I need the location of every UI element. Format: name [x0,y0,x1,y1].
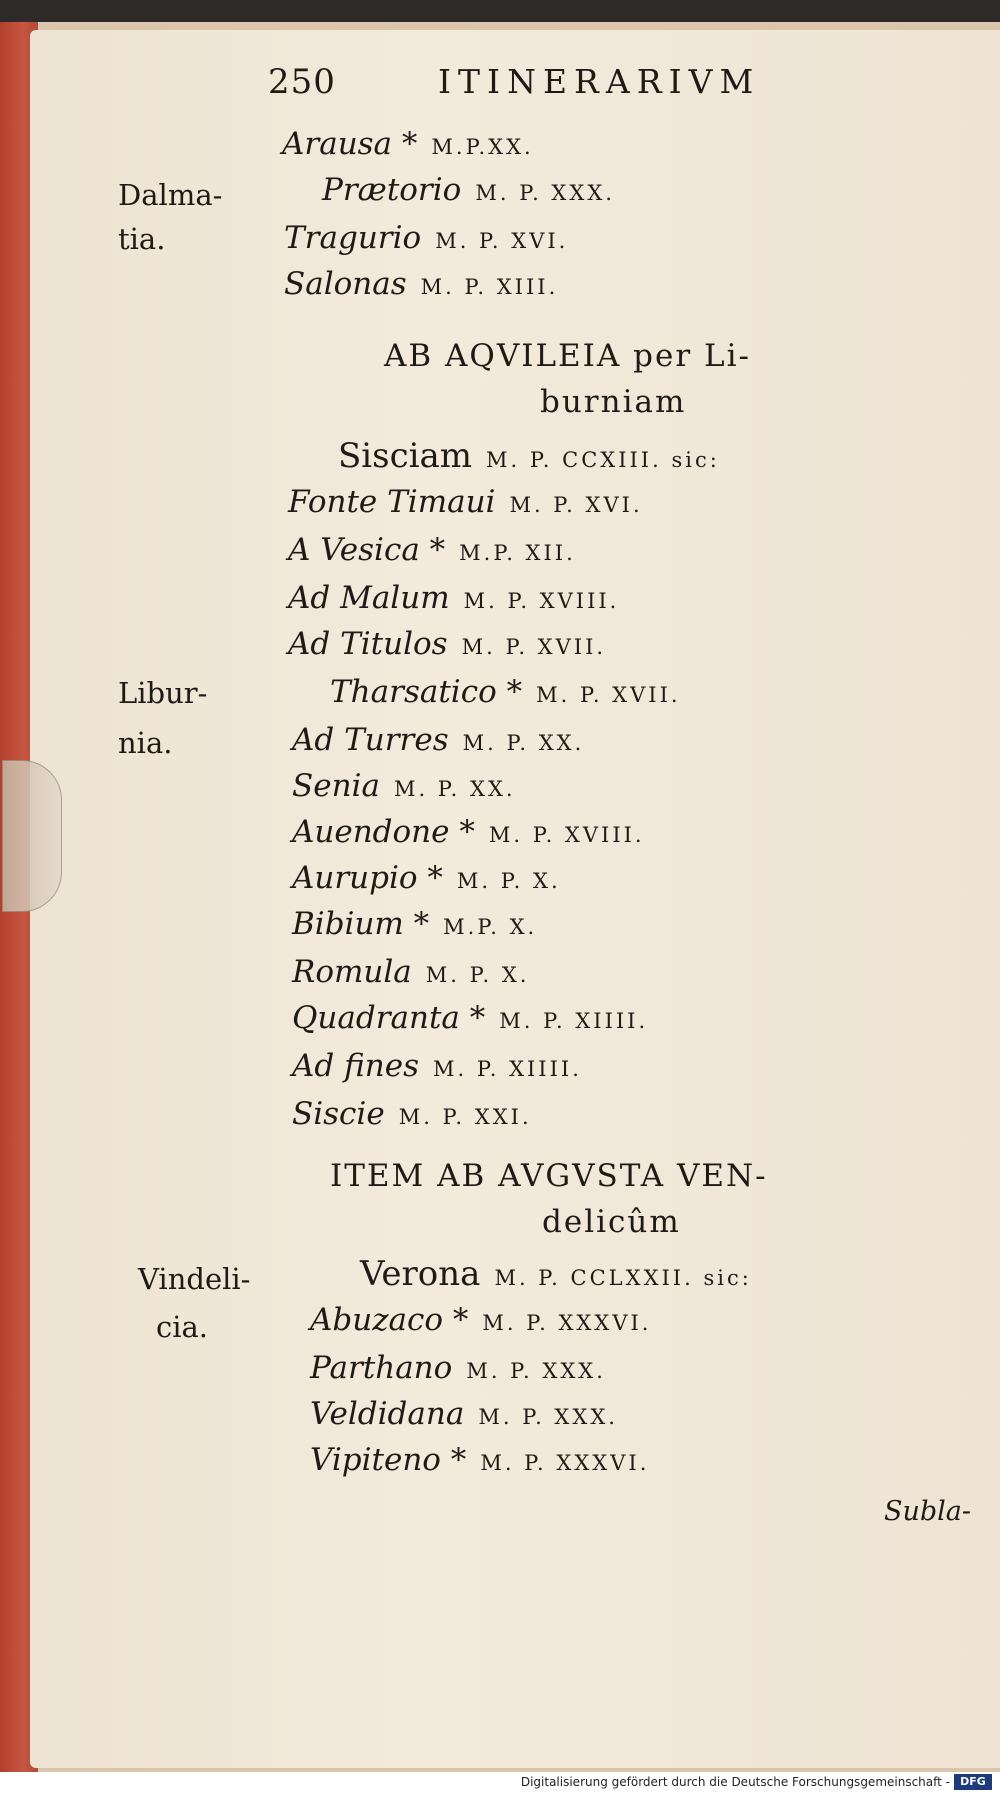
route-entry: Tragurio M. P. XVI. [284,220,569,256]
digitization-credit: Digitalisierung gefördert durch die Deutsche Forschungsgemeinschaft - [520,1775,950,1789]
route-entry: Auendone * M. P. XVIII. [292,814,645,850]
running-title: ITINERARIVM [438,62,761,101]
catchword: Subla- [884,1496,972,1527]
page-header [268,62,761,102]
dfg-logo: DFG [954,1774,992,1790]
section-heading-cont: burniam [540,384,687,420]
route-entry: Ad Malum M. P. XVIII. [288,580,620,616]
margin-note-liburnia-1: Libur- [118,676,208,710]
route-total: Sisciam M. P. CCXIII. sic: [338,436,720,476]
route-entry: Fonte Timaui M. P. XVI. [288,484,643,520]
clip-tab [2,760,62,912]
route-entry: A Vesica * M.P. XII. [288,532,576,568]
route-entry: Prætorio M. P. XXX. [322,172,615,208]
route-entry: Vipiteno * M. P. XXXVI. [310,1442,650,1478]
margin-note-vindelicia-2: cia. [156,1310,209,1344]
route-entry: Arausa * M.P.XX. [282,126,534,162]
route-entry: Ad fines M. P. XIIII. [292,1048,582,1084]
route-entry: Senia M. P. XX. [292,768,516,804]
route-entry: Abuzaco * M. P. XXXVI. [310,1302,652,1338]
page-number: 250 [268,62,336,102]
margin-note-dalmatia-1: Dalma- [118,178,223,212]
section-heading: AB AQVILEIA per Li- [384,338,751,374]
section-heading-cont: delicûm [542,1204,681,1240]
route-entry: Aurupio * M. P. X. [292,860,561,896]
route-entry: Veldidana M. P. XXX. [310,1396,618,1432]
route-entry: Ad Titulos M. P. XVII. [288,626,607,662]
route-entry: Ad Turres M. P. XX. [292,722,585,758]
margin-note-liburnia-2: nia. [118,726,173,760]
route-entry: Quadranta * M. P. XIIII. [292,1000,649,1036]
margin-note-vindelicia-1: Vindeli- [138,1262,251,1296]
route-entry: Tharsatico * M. P. XVII. [330,674,681,710]
route-entry: Parthano M. P. XXX. [310,1350,606,1386]
margin-note-dalmatia-2: tia. [118,222,166,256]
route-entry: Salonas M. P. XIII. [284,266,559,302]
route-entry: Siscie M. P. XXI. [292,1096,532,1132]
section-heading: ITEM AB AVGVSTA VEN- [330,1158,768,1194]
route-entry: Bibium * M.P. X. [292,906,538,942]
route-entry: Romula M. P. X. [292,954,530,990]
route-total: Verona M. P. CCLXXII. sic: [360,1254,752,1294]
